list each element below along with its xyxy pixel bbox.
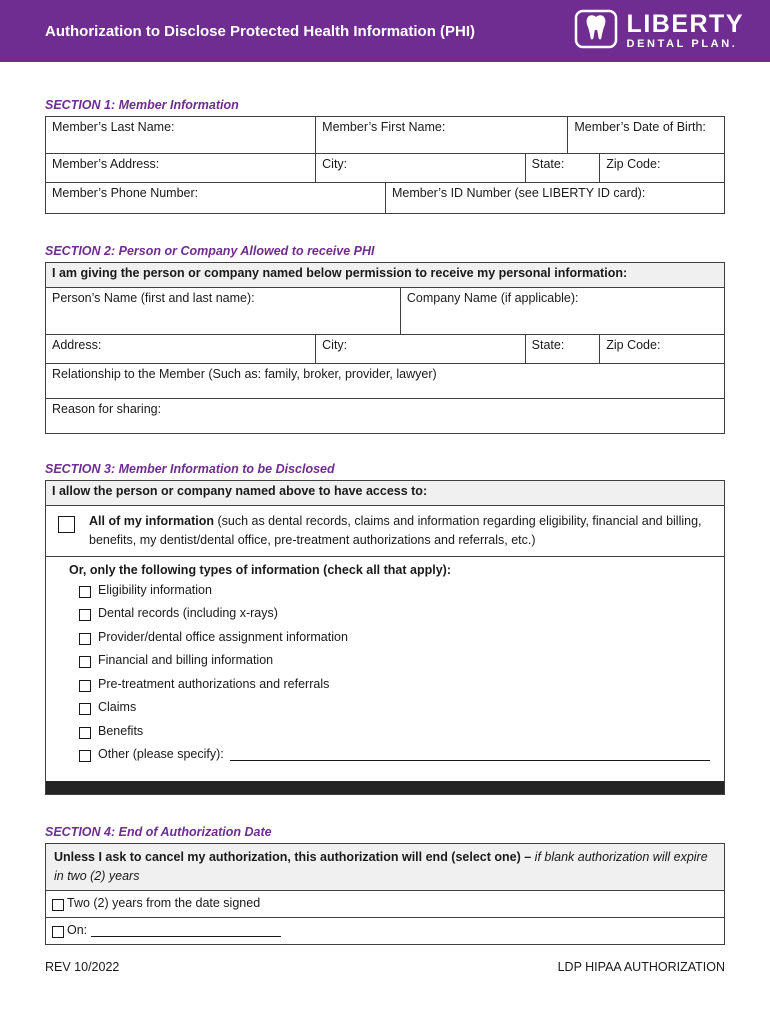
member-city-label: City: <box>322 157 348 171</box>
pretreatment-referrals-label: Pre-treatment authorizations and referrals <box>98 676 330 691</box>
member-id-field-cell[interactable] <box>385 183 724 213</box>
reason-field-cell[interactable] <box>46 399 724 433</box>
section-2 <box>45 244 725 434</box>
member-state-label: State: <box>531 157 565 171</box>
section-4 <box>45 825 725 946</box>
recipient-city-label: City: <box>322 338 348 352</box>
eligibility-label: Eligibility information <box>98 582 212 597</box>
section-1-table <box>45 116 725 214</box>
member-id-label: Member’s ID Number (see LIBERTY ID card): <box>392 186 646 200</box>
two-years-label: Two (2) years from the date signed <box>67 896 261 911</box>
section-4-intro-italic: if blank authorization will expire in two (2) years <box>54 849 708 883</box>
recipient-address-field-cell[interactable] <box>46 335 315 363</box>
on-date-label: On: <box>67 923 88 938</box>
checkbox-provider-assignment[interactable] <box>79 633 91 645</box>
logo-line1: LIBERTY <box>626 10 744 38</box>
table-row <box>46 287 724 334</box>
checkbox-benefits[interactable] <box>79 727 91 739</box>
reason-label: Reason for sharing: <box>52 402 162 416</box>
first-name-label: Member’s First Name: <box>322 120 446 134</box>
page-header <box>0 0 770 62</box>
table-row <box>46 153 724 182</box>
table-row <box>46 505 724 556</box>
phone-field-cell[interactable] <box>46 183 385 213</box>
all-information-bold: All of my information <box>89 514 214 528</box>
checkbox-all-information[interactable] <box>58 516 75 533</box>
section-4-intro-bold: Unless I ask to cancel my authorization, this authorization will end (select one) – <box>54 849 535 864</box>
recipient-state-field-cell[interactable] <box>525 335 600 363</box>
table-row <box>46 481 724 505</box>
claims-label: Claims <box>98 700 137 714</box>
page-title: Authorization to Disclose Protected Health Information (PHI) <box>45 22 476 40</box>
financial-billing-label: Financial and billing information <box>98 653 274 667</box>
section-3-intro-text: I allow the person or company named above to have access to: <box>52 484 428 498</box>
recipient-zip-label: Zip Code: <box>606 338 661 352</box>
member-address-label: Member’s Address: <box>52 157 160 171</box>
section-3-intro <box>46 481 724 505</box>
liberty-dental-logo <box>574 9 744 54</box>
person-name-field-cell[interactable] <box>46 288 400 334</box>
relationship-field-cell[interactable] <box>46 364 724 398</box>
section-2-table <box>45 262 725 434</box>
section-2-heading: SECTION 2: Person or Company Allowed to receive PHI <box>45 244 375 258</box>
section-3-bottom-bar <box>46 781 724 794</box>
company-name-label: Company Name (if applicable): <box>406 291 579 305</box>
table-row <box>46 263 724 287</box>
checkbox-pretreatment-referrals[interactable] <box>79 680 91 692</box>
recipient-city-field-cell[interactable] <box>315 335 525 363</box>
section-4-table <box>45 843 725 946</box>
section-3 <box>45 462 725 795</box>
member-state-field-cell[interactable] <box>525 154 600 182</box>
section-2-intro-text: I am giving the person or company named below permission to receive my personal information: <box>52 266 628 280</box>
logo-line2: DENTAL PLAN. <box>626 38 738 50</box>
list-item <box>69 653 714 677</box>
section-1 <box>45 98 725 214</box>
form-id-label: LDP HIPAA AUTHORIZATION <box>557 960 725 974</box>
section-4-intro <box>46 844 724 891</box>
list-item <box>69 724 714 748</box>
relationship-label: Relationship to the Member (Such as: family, broker, provider, lawyer) <box>52 367 437 381</box>
list-item <box>69 606 714 630</box>
all-information-label <box>89 512 714 550</box>
member-zip-label: Zip Code: <box>606 157 661 171</box>
section-3-heading: SECTION 3: Member Information to be Disclosed <box>45 462 335 476</box>
revision-label: REV 10/2022 <box>45 960 120 974</box>
logo-text <box>627 12 744 50</box>
checkbox-claims[interactable] <box>79 703 91 715</box>
table-row <box>46 844 724 891</box>
section-4-heading: SECTION 4: End of Authorization Date <box>45 824 272 839</box>
member-zip-field-cell[interactable] <box>599 154 724 182</box>
checkbox-eligibility[interactable] <box>79 586 91 598</box>
list-item <box>69 747 714 771</box>
table-row <box>46 334 724 363</box>
table-row <box>46 117 724 153</box>
list-item <box>69 630 714 654</box>
or-only-label: Or, only the following types of information (check all that apply): <box>69 562 451 577</box>
company-name-field-cell[interactable] <box>400 288 724 334</box>
tooth-icon <box>574 9 618 54</box>
list-item <box>69 700 714 724</box>
person-name-label: Person’s Name (first and last name): <box>52 291 255 305</box>
section-1-heading: SECTION 1: Member Information <box>45 98 239 112</box>
table-row <box>46 363 724 398</box>
member-address-field-cell[interactable] <box>46 154 315 182</box>
first-name-field-cell[interactable] <box>315 117 567 153</box>
other-label: Other (please specify): <box>98 747 224 761</box>
recipient-state-label: State: <box>531 338 565 352</box>
checkbox-financial-billing[interactable] <box>79 656 91 668</box>
provider-assignment-label: Provider/dental office assignment information <box>98 629 348 644</box>
section-3-table <box>45 480 725 795</box>
section-2-intro <box>46 263 724 287</box>
other-specify-fill-line[interactable] <box>230 747 710 761</box>
page-footer <box>45 960 725 974</box>
dob-field-cell[interactable] <box>567 117 724 153</box>
list-item <box>69 677 714 701</box>
dental-records-label: Dental records (including x-rays) <box>98 606 278 620</box>
phone-label: Member’s Phone Number: <box>52 186 199 200</box>
checkbox-other[interactable] <box>79 750 91 762</box>
recipient-address-label: Address: <box>52 338 102 352</box>
checkbox-two-years[interactable] <box>52 899 64 911</box>
recipient-zip-field-cell[interactable] <box>599 335 724 363</box>
table-row <box>46 182 724 213</box>
member-city-field-cell[interactable] <box>315 154 525 182</box>
on-date-fill-line[interactable] <box>91 923 281 937</box>
last-name-field-cell[interactable] <box>46 117 315 153</box>
all-information-rest: (such as dental records, claims and information regarding eligibility, financial and billing, benefits, my dentist/dental office, pre-treatment authorizations and referrals, etc.) <box>89 514 702 547</box>
last-name-label: Member’s Last Name: <box>52 120 175 134</box>
checkbox-on-date[interactable] <box>52 926 64 938</box>
dob-label: Member’s Date of Birth: <box>574 120 706 134</box>
table-row <box>46 917 724 944</box>
list-item <box>69 583 714 607</box>
table-row <box>46 398 724 433</box>
benefits-label: Benefits <box>98 723 144 738</box>
table-row <box>46 890 724 917</box>
checkbox-dental-records[interactable] <box>79 609 91 621</box>
table-row <box>46 556 724 781</box>
